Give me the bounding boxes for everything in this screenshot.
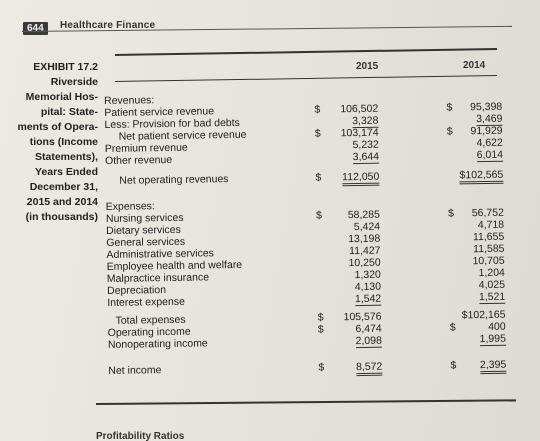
line-item-label: Nonoperating income [107, 337, 208, 351]
value-2014: 400 [488, 320, 506, 333]
line-item-label: Nursing services [105, 211, 184, 225]
value-2014: 10,705 [472, 254, 505, 268]
value-2015: 2,098 [355, 334, 382, 348]
value-2015: 4,130 [354, 280, 382, 294]
line-item-label: Dietary services [106, 223, 181, 237]
value-2015: 112,050 [342, 171, 379, 187]
value-2015: 5,232 [352, 138, 379, 152]
value-2014: 11,655 [472, 230, 505, 244]
income-statement [104, 89, 519, 395]
exhibit-caption-line: tions (Income [29, 136, 98, 148]
currency-symbol: $ [314, 103, 321, 116]
currency-symbol: $ [449, 321, 456, 334]
value-2014: 1,521 [478, 290, 506, 304]
header-rule-bottom [115, 75, 497, 82]
line-item-label: Net operating revenues [119, 173, 229, 187]
exhibit-caption-line: ments of Opera- [17, 121, 98, 133]
page-number: 644 [23, 22, 48, 35]
value-2014: 3,469 [476, 112, 503, 126]
exhibit-caption-line: December 31, [29, 181, 98, 193]
value-2014: 4,718 [477, 218, 505, 232]
line-item-label: Less: Provision for bad debts [104, 116, 240, 131]
currency-symbol: $ [317, 323, 324, 336]
value-2015: 8,572 [356, 361, 383, 376]
value-2015: 10,250 [348, 256, 381, 270]
value-2015: 103,174 [340, 126, 379, 140]
exhibit-caption-line: (in thousands) [25, 211, 98, 223]
value-2014: 91,929 [470, 124, 503, 138]
value-2015: 58,285 [347, 208, 381, 222]
value-2015: 106,502 [340, 102, 379, 116]
value-2014: $102,565 [459, 169, 503, 185]
line-item-label: Interest expense [107, 295, 185, 309]
currency-symbol: $ [317, 311, 324, 324]
currency-symbol: $ [314, 127, 321, 140]
running-head: Healthcare Finance [60, 20, 156, 31]
value-2015: 13,198 [348, 232, 381, 246]
value-2014: 6,014 [476, 148, 504, 162]
value-2015: 105,576 [343, 310, 382, 324]
bottom-rule [96, 399, 516, 405]
value-2014: 2,395 [480, 359, 507, 374]
header-rule-top [115, 48, 497, 56]
value-2015: 1,542 [354, 292, 382, 306]
line-item-label: Operating income [107, 325, 191, 339]
value-2014: $102,165 [461, 308, 506, 322]
currency-symbol: $ [318, 361, 325, 374]
line-item-label: General services [106, 235, 186, 249]
column-header-2014: 2014 [463, 60, 486, 71]
currency-symbol: $ [446, 125, 453, 138]
section-heading: Revenues: [104, 94, 155, 107]
value-2014: 4,622 [476, 136, 503, 150]
value-2014: 1,995 [479, 332, 506, 346]
value-2015: 3,328 [352, 114, 379, 128]
currency-symbol: $ [446, 101, 453, 114]
exhibit-caption-line: Years Ended [34, 166, 98, 178]
value-2014: 56,752 [471, 206, 504, 220]
value-2015: 11,427 [349, 244, 381, 258]
exhibit-caption-line: 2015 and 2014 [26, 196, 98, 208]
column-header-2015: 2015 [356, 61, 379, 72]
currency-symbol: $ [315, 209, 323, 222]
line-item-label: Net income [108, 364, 162, 377]
value-2014: 11,585 [473, 242, 505, 256]
line-item-label: Depreciation [106, 284, 167, 297]
section-heading: Expenses: [105, 200, 155, 213]
value-2014: 1,204 [478, 266, 505, 280]
exhibit-caption-line: Riverside [50, 76, 98, 88]
value-2015: 1,320 [354, 268, 381, 282]
line-item-label: Net patient service revenue [118, 128, 247, 143]
table-row [108, 359, 518, 377]
currency-symbol: $ [315, 171, 322, 184]
exhibit-caption-line: Memorial Hos- [25, 91, 98, 103]
value-2014: 95,398 [470, 100, 503, 114]
line-item-label: Employee health and welfare [106, 258, 243, 273]
currency-symbol: $ [447, 207, 454, 220]
value-2015: 3,644 [352, 150, 380, 164]
line-item-label: Premium revenue [104, 141, 188, 155]
exhibit-caption [14, 60, 98, 225]
exhibit-caption-line: Statements), [34, 151, 98, 163]
line-item-label: Malpractice insurance [106, 271, 210, 285]
line-item-label: Administrative services [106, 247, 214, 261]
value-2014: 4,025 [478, 278, 506, 292]
line-item-label: Patient service revenue [104, 105, 215, 119]
next-section-heading: Profitability Ratios [96, 431, 185, 441]
value-2015: 6,474 [355, 322, 382, 336]
currency-symbol: $ [450, 359, 457, 372]
line-item-label: Other revenue [104, 153, 173, 167]
line-item-label: Total expenses [115, 313, 186, 327]
table-row [105, 169, 515, 187]
exhibit-label: EXHIBIT 17.2 [33, 61, 98, 73]
value-2015: 5,424 [353, 220, 381, 234]
exhibit-caption-line: pital: State- [40, 106, 98, 118]
